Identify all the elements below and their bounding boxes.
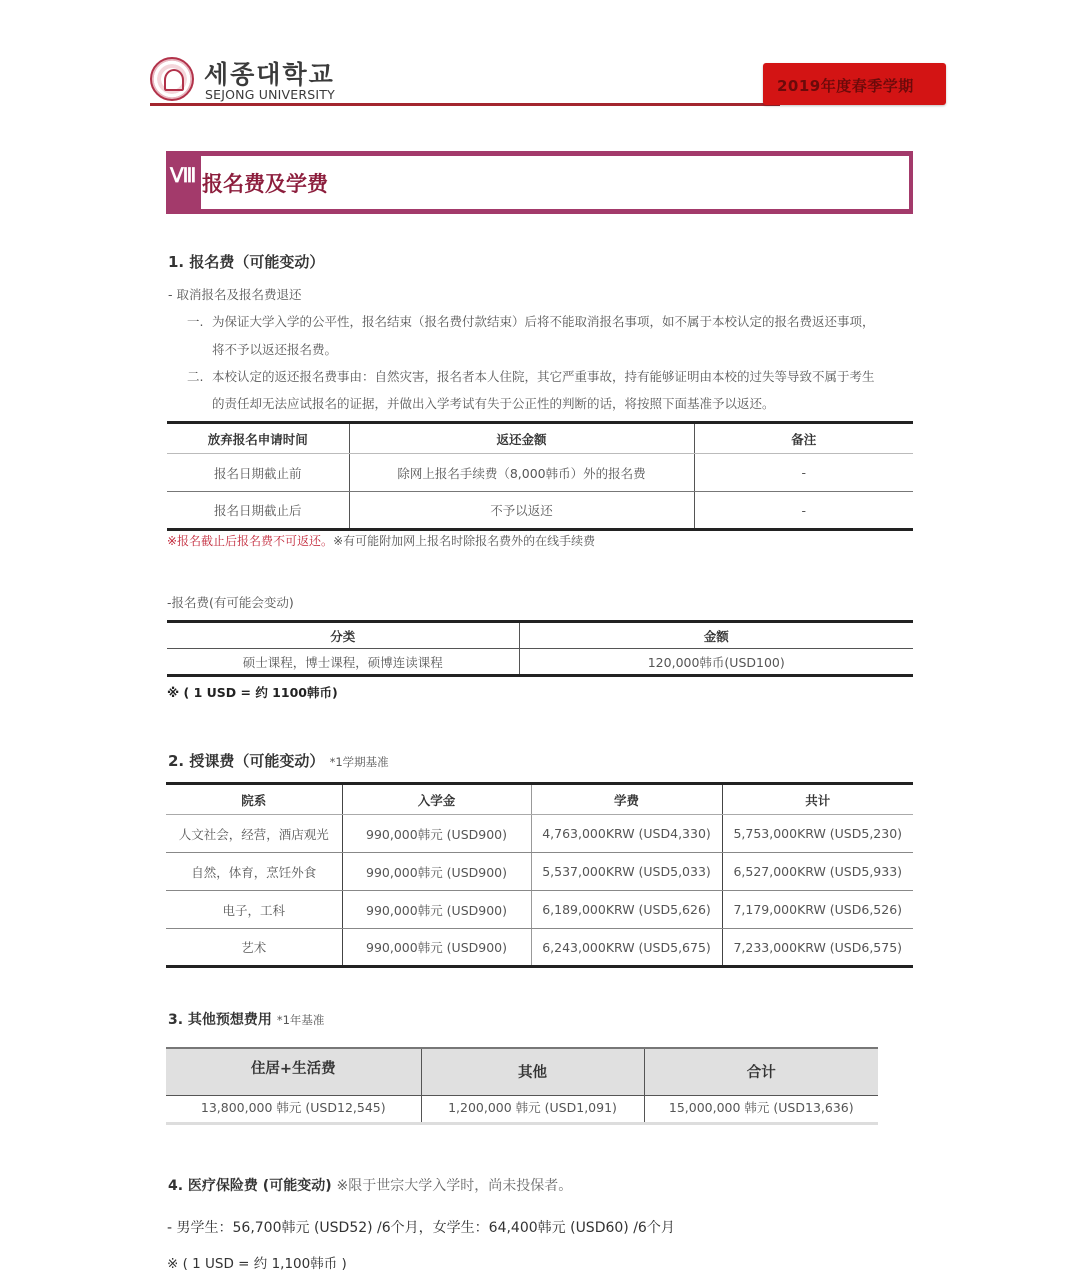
table-row <box>166 891 913 929</box>
table-cell: 6,527,000KRW (USD5,933) <box>722 853 913 891</box>
table-row <box>166 853 913 891</box>
table-cell: 硕士课程，博士课程，硕博连读课程 <box>167 649 519 676</box>
item2-line1: 本校认定的返还报名费事由：自然灾害，报名者本人住院，其它严重事故，持有能够证明由本校的过失等导致不属于考生 <box>212 369 875 384</box>
table-cell: 4,763,000KRW (USD4,330) <box>531 815 722 853</box>
item2-line2: 的责任却无法应试报名的证据，并做出入学考试有失于公正性的判断的话，将按照下面基准予以返还。 <box>212 396 775 411</box>
university-seal-icon <box>150 57 194 101</box>
table-cell: 除网上报名手续费（8,000韩币）外的报名费 <box>349 454 694 492</box>
item1-line2: 将不予以返还报名费。 <box>212 342 338 357</box>
section2-heading <box>168 750 389 771</box>
header-cell: 住居+生活费 <box>166 1048 421 1095</box>
exchange-rate-note: ※ ( 1 USD = 约 1100韩币) <box>167 685 338 700</box>
table-cell: 5,753,000KRW (USD5,230) <box>722 815 913 853</box>
table-header-row <box>167 622 913 649</box>
header-cell: 放弃报名申请时间 <box>167 423 349 454</box>
table-cell: 7,179,000KRW (USD6,526) <box>722 891 913 929</box>
table-cell: 120,000韩币(USD100) <box>647 654 785 670</box>
table-cell: 报名日期截止后 <box>167 492 349 530</box>
header-cell: 返还金额 <box>349 423 694 454</box>
header-cell: 金额 <box>519 622 913 649</box>
section3-heading <box>168 1009 324 1029</box>
table-cell: - <box>694 454 913 492</box>
refund-notes <box>167 532 595 549</box>
header-cell: 备注 <box>694 423 913 454</box>
header-divider <box>150 103 780 106</box>
table-cell: 6,243,000KRW (USD5,675) <box>531 929 722 967</box>
fee-label: -报名费(有可能会变动) <box>167 595 294 610</box>
table-cell: 990,000韩元 (USD900) <box>342 815 531 853</box>
table-cell: 6,189,000KRW (USD5,626) <box>531 891 722 929</box>
table-cell: 人文社会，经营，酒店观光 <box>166 815 342 853</box>
table-cell: 不予以返还 <box>349 492 694 530</box>
table-cell: 艺术 <box>166 929 342 967</box>
table-cell: 1,200,000 韩元 (USD1,091) <box>421 1095 644 1123</box>
section4-heading <box>168 1175 572 1195</box>
table-cell: 电子，工科 <box>166 891 342 929</box>
section1-heading: 1. 报名费（可能变动） <box>168 253 325 271</box>
section-banner <box>166 151 913 214</box>
table-header-row <box>167 423 913 454</box>
header-cell: 其他 <box>421 1048 644 1095</box>
semester-badge: 2019年度春季学期 <box>763 63 946 105</box>
header-cell: 合计 <box>644 1048 878 1095</box>
table-row <box>166 815 913 853</box>
insurance-fees: - 男学生：56,700韩元 (USD52) /6个月，女学生：64,400韩元 (USD60) /6个月 <box>167 1220 675 1236</box>
section2-note: *1学期基准 <box>329 755 389 769</box>
banner-title-box <box>201 156 909 209</box>
other-expenses-table <box>166 1047 878 1125</box>
refund-note-red: ※报名截止后报名费不可返还。 <box>167 534 334 548</box>
table-cell: 990,000韩元 (USD900) <box>342 929 531 967</box>
header-cell: 学费 <box>531 784 722 815</box>
table-cell: - <box>801 502 806 518</box>
table-row <box>166 929 913 967</box>
header-cell: 院系 <box>166 784 342 815</box>
section4-title: 4. 医疗保险费 (可能变动) <box>168 1178 332 1194</box>
table-cell: 报名日期截止前 <box>167 454 349 492</box>
section3-note: *1年基准 <box>276 1013 325 1027</box>
tuition-table <box>166 782 913 968</box>
table-cell: 990,000韩元 (USD900) <box>342 891 531 929</box>
table-cell: 自然，体育，烹饪外食 <box>166 853 342 891</box>
section4-note: ※限于世宗大学入学时，尚未投保者。 <box>336 1178 573 1194</box>
refund-note-gray: ※有可能附加网上报名时除报名费外的在线手续费 <box>333 534 596 548</box>
insurance-exchange-note: ※ ( 1 USD = 约 1,100韩币 ) <box>167 1256 347 1272</box>
refund-table <box>167 421 913 531</box>
table-cell: 7,233,000KRW (USD6,575) <box>733 939 903 955</box>
table-cell: 15,000,000 韩元 (USD13,636) <box>668 1099 854 1115</box>
logo-korean-name: 세종대학교 <box>204 60 335 89</box>
table-header-row <box>166 784 913 815</box>
section3-title: 3. 其他预想费用 <box>168 1012 272 1028</box>
header-cell: 入学金 <box>342 784 531 815</box>
section1-subheading: - 取消报名及报名费退还 <box>168 287 302 302</box>
item2-marker: 二. <box>187 369 204 384</box>
table-header-row <box>166 1048 878 1095</box>
table-cell: 13,800,000 韩元 (USD12,545) <box>166 1095 421 1123</box>
section-title: 报名费及学费 <box>202 172 328 196</box>
header-cell: 共计 <box>722 784 913 815</box>
table-row <box>167 492 913 530</box>
table-cell: 5,537,000KRW (USD5,033) <box>531 853 722 891</box>
header-cell: 分类 <box>167 622 519 649</box>
table-row <box>167 454 913 492</box>
item1-marker: 一. <box>187 314 204 329</box>
section-number: Ⅷ <box>170 165 196 187</box>
table-cell: 990,000韩元 (USD900) <box>342 853 531 891</box>
table-row <box>166 1095 878 1123</box>
logo-english-name: SEJONG UNIVERSITY <box>205 87 335 102</box>
table-row <box>167 649 913 676</box>
application-fee-table <box>167 620 913 677</box>
section2-title: 2. 授课费（可能变动） <box>168 752 325 770</box>
item1-line1: 为保证大学入学的公平性，报名结束（报名费付款结束）后将不能取消报名事项，如不属于本校认定的报名费返还事项， <box>212 314 875 329</box>
